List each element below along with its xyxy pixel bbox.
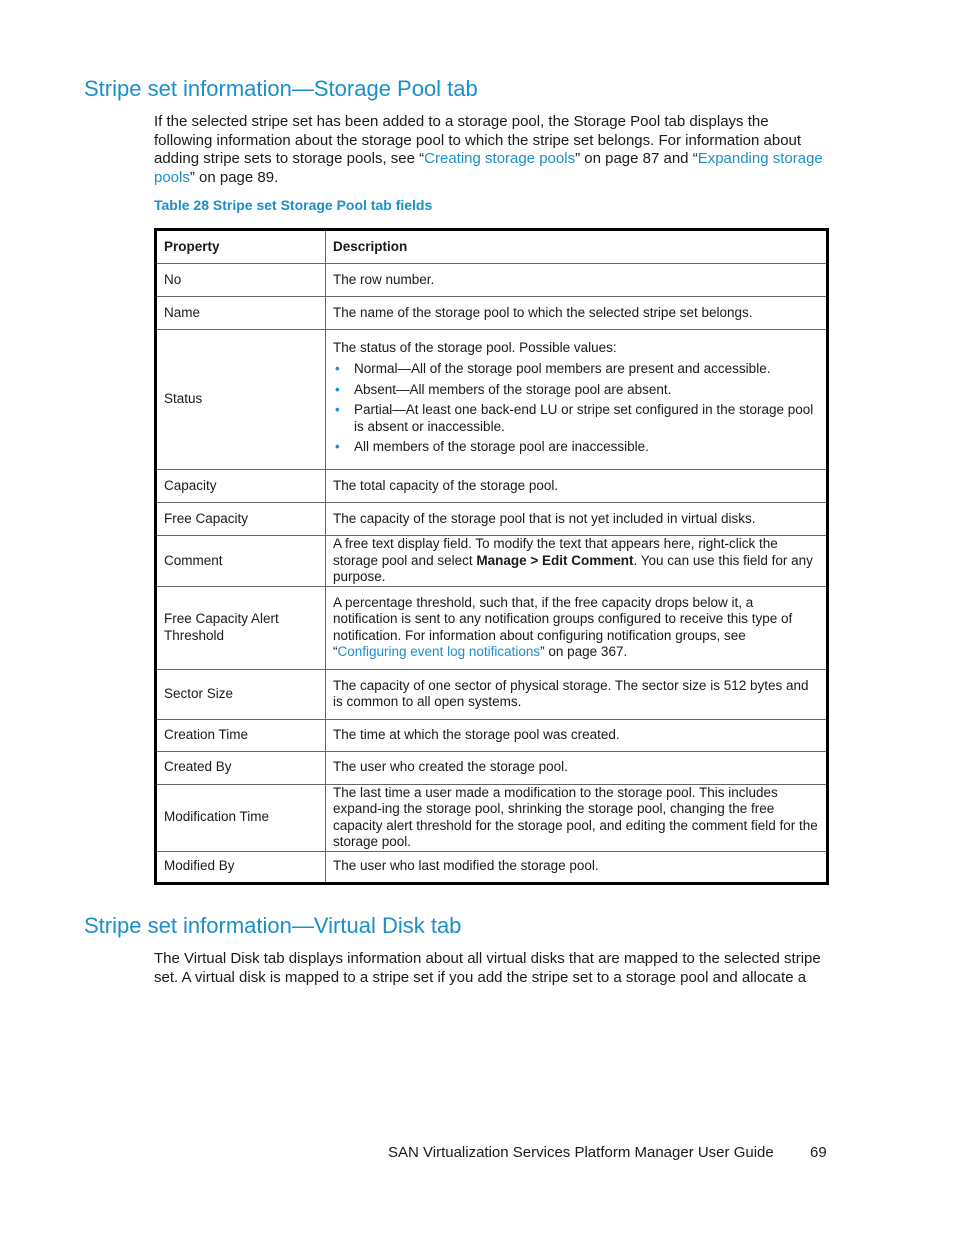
property-cell: Creation Time (156, 719, 326, 751)
footer-guide-title: SAN Virtualization Services Platform Manager User Guide (388, 1144, 774, 1161)
property-cell: Created By (156, 751, 326, 784)
menu-path: Manage > Edit Comment (476, 552, 634, 568)
table-row (156, 851, 828, 883)
storage-pool-intro (154, 113, 830, 187)
description-cell: The user who created the storage pool. (326, 751, 828, 784)
intro-text: ” on page 89. (189, 168, 279, 186)
section-title-storage-pool: Stripe set information—Storage Pool tab (84, 76, 478, 101)
table-row (156, 719, 828, 751)
description-text: A percentage threshold, such that, if the free capacity drops below it, a notification is sent to any notification groups configured to receive this type of notification. For information about configuring notification groups, see “ (333, 594, 793, 659)
link-creating-storage-pools[interactable]: Creating storage pools (424, 150, 576, 167)
table-row (156, 536, 828, 587)
list-item: • Absent—All members of the storage pool are absent. (333, 382, 819, 399)
list-item: • Normal—All of the storage pool members are present and accessible. (333, 361, 819, 378)
description-cell (326, 330, 828, 470)
description-cell (326, 536, 828, 587)
description-text: A free text display field. To modify the text that appears here, right-click the storage pool and select (333, 536, 778, 568)
property-cell: Comment (156, 536, 326, 587)
table-row (156, 470, 828, 503)
description-cell: The row number. (326, 264, 828, 297)
storage-pool-fields-table (154, 228, 829, 885)
table-header-row (156, 230, 828, 264)
property-cell: Name (156, 297, 326, 330)
description-cell: The last time a user made a modification to the storage pool. This includes expand-ing the storage pool, shrinking the storage pool, changing the free capacity alert threshold for the storage pool, and editing the comment field for the storage pool. (326, 784, 828, 851)
page-number: 69 (810, 1144, 827, 1161)
column-header-property: Property (156, 230, 326, 264)
table-caption: Table 28 Stripe set Storage Pool tab fields (154, 197, 433, 213)
description-text: ” on page 367. (540, 644, 628, 659)
property-cell: No (156, 264, 326, 297)
list-item: • All members of the storage pool are inaccessible. (333, 439, 819, 456)
section-title-virtual-disk: Stripe set information—Virtual Disk tab (84, 913, 462, 938)
status-values-list (333, 361, 819, 456)
description-text: . You can use this field for any purpose. (333, 552, 813, 584)
table-row (156, 751, 828, 784)
table-row (156, 264, 828, 297)
intro-text: If the selected stripe set has been added to a storage pool, the Storage Pool tab displays the following information about the storage pool to which the stripe set belongs. For information about adding stripe sets to storage pools, see “ (154, 113, 802, 167)
description-cell: The total capacity of the storage pool. (326, 470, 828, 503)
description-cell: The capacity of one sector of physical storage. The sector size is 512 bytes and is common to all open systems. (326, 669, 828, 719)
description-cell: The time at which the storage pool was created. (326, 719, 828, 751)
link-configuring-event-log-notifications[interactable]: Configuring event log notifications (337, 644, 541, 659)
description-cell (326, 586, 828, 669)
description-cell: The capacity of the storage pool that is not yet included in virtual disks. (326, 503, 828, 536)
description-cell: The name of the storage pool to which the selected stripe set belongs. (326, 297, 828, 330)
column-header-description: Description (326, 230, 828, 264)
property-cell: Capacity (156, 470, 326, 503)
table-row (156, 503, 828, 536)
property-cell: Free Capacity Alert Threshold (156, 586, 326, 669)
table-row (156, 669, 828, 719)
table-row (156, 586, 828, 669)
property-cell: Modified By (156, 851, 326, 883)
property-cell: Modification Time (156, 784, 326, 851)
property-cell: Free Capacity (156, 503, 326, 536)
intro-text: ” on page 87 and “ (575, 150, 698, 167)
table-row (156, 330, 828, 470)
table-row (156, 784, 828, 851)
link-expanding-storage-pools[interactable]: Expanding storage pools (154, 150, 823, 186)
property-cell: Sector Size (156, 669, 326, 719)
status-intro: The status of the storage pool. Possible values: (333, 339, 617, 355)
list-item: • Partial—At least one back-end LU or stripe set configured in the storage pool is absent or inaccessible. (333, 402, 819, 435)
virtual-disk-intro: The Virtual Disk tab displays information about all virtual disks that are mapped to the selected stripe set. A virtual disk is mapped to a stripe set if you add the stripe set to a storage pool and allocate a (154, 950, 821, 986)
table-row (156, 297, 828, 330)
property-cell: Status (156, 330, 326, 470)
description-cell: The user who last modified the storage pool. (326, 851, 828, 883)
